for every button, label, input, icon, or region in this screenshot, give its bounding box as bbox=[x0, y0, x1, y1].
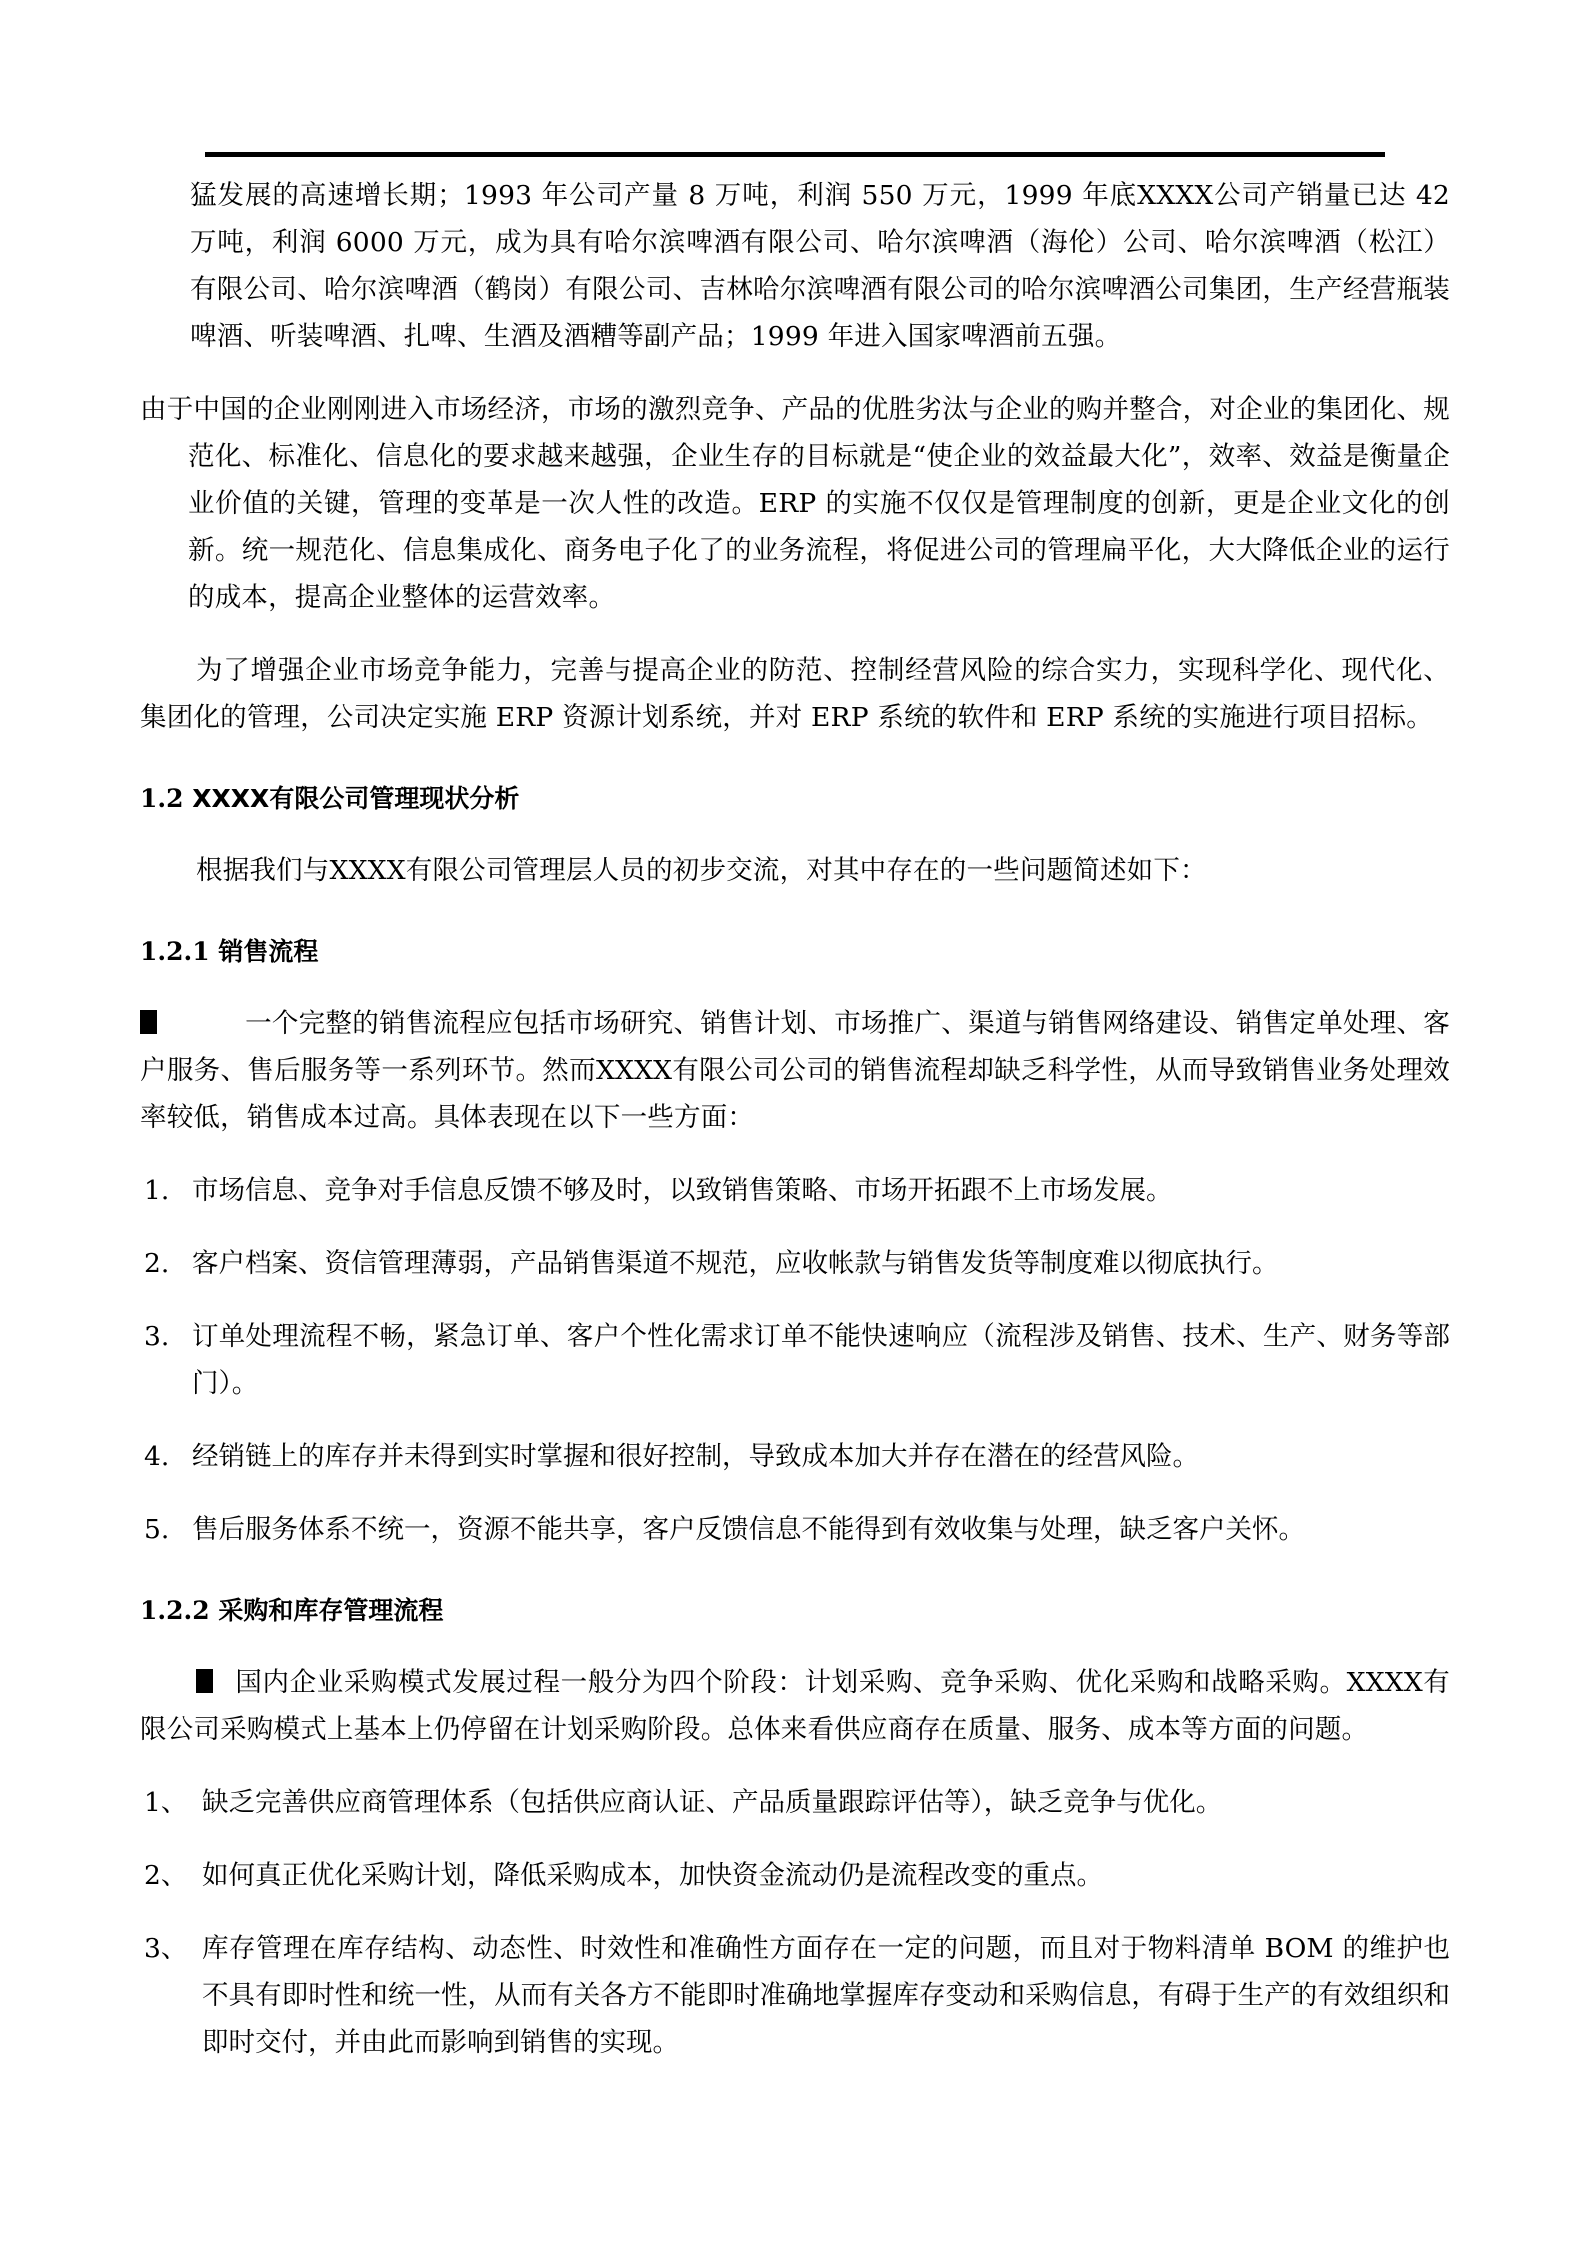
list-item-marker: 3. bbox=[144, 1321, 170, 1352]
heading-1-2-1-title: 销售流程 bbox=[218, 937, 319, 966]
paragraph-sales-process-overview-text: 一个完整的销售流程应包括市场研究、销售计划、市场推广、渠道与销售网络建设、销售定单处理、客户服务、售后服务等一系列环节。然而XXXX有限公司公司的销售流程却缺乏科学性，从而导致销售业务处理效率较低，销售成本过高。具体表现在以下一些方面： bbox=[140, 1008, 1450, 1133]
list-item bbox=[140, 1240, 1450, 1287]
list-item-text: 库存管理在库存结构、动态性、时效性和准确性方面存在一定的问题，而且对于物料清单 BOM 的维护也不具有即时性和统一性，从而有关各方不能即时准确地掌握库存变动和采购信息，有碍于生产的有效组织和即时交付，并由此而影响到销售的实现。 bbox=[202, 1933, 1450, 2058]
list-item-text: 市场信息、竞争对手信息反馈不够及时，以致销售策略、市场开拓跟不上市场发展。 bbox=[192, 1175, 1173, 1206]
purchasing-issue-list bbox=[140, 1779, 1450, 2066]
list-item-marker: 1. bbox=[144, 1175, 170, 1206]
paragraph-purchasing-overview bbox=[140, 1659, 1450, 1753]
heading-1-2-2-title: 采购和库存管理流程 bbox=[218, 1596, 444, 1625]
paragraph-initial-exchange: 根据我们与XXXX有限公司管理层人员的初步交流，对其中存在的一些问题简述如下： bbox=[196, 855, 1207, 886]
list-item bbox=[140, 1313, 1450, 1407]
spacer bbox=[140, 767, 1450, 777]
spacer bbox=[140, 1579, 1450, 1589]
paragraph-purchasing-overview-text: 国内企业采购模式发展过程一般分为四个阶段：计划采购、竞争采购、优化采购和战略采购。XXXX有限公司采购模式上基本上仍停留在计划采购阶段。总体来看供应商存在质量、服务、成本等方面的问题。 bbox=[140, 1667, 1450, 1745]
list-item-marker: 2、 bbox=[144, 1860, 188, 1891]
list-item-text: 客户档案、资信管理薄弱，产品销售渠道不规范，应收帐款与销售发货等制度难以彻底执行。 bbox=[192, 1248, 1279, 1279]
square-bullet-icon bbox=[140, 1010, 157, 1034]
header-rule bbox=[205, 152, 1385, 157]
heading-1-2-1 bbox=[140, 930, 1450, 974]
list-item bbox=[140, 1779, 1450, 1826]
list-item-marker: 5. bbox=[144, 1514, 170, 1545]
list-item-text: 缺乏完善供应商管理体系（包括供应商认证、产品质量跟踪评估等），缺乏竞争与优化。 bbox=[202, 1787, 1223, 1818]
list-item-text: 如何真正优化采购计划，降低采购成本，加快资金流动仍是流程改变的重点。 bbox=[202, 1860, 1103, 1891]
spacer bbox=[140, 920, 1450, 930]
heading-1-2-1-number: 1.2.1 bbox=[140, 937, 210, 966]
heading-1-2-2 bbox=[140, 1589, 1450, 1633]
heading-1-2-title: XXXX有限公司管理现状分析 bbox=[192, 784, 520, 813]
list-item-marker: 1、 bbox=[144, 1787, 188, 1818]
heading-1-2 bbox=[140, 777, 1450, 821]
list-item-text: 经销链上的库存并未得到实时掌握和很好控制，导致成本加大并存在潜在的经营风险。 bbox=[192, 1441, 1199, 1472]
list-item-text: 订单处理流程不畅，紧急订单、客户个性化需求订单不能快速响应（流程涉及销售、技术、生产、财务等部门）。 bbox=[192, 1321, 1450, 1399]
heading-1-2-2-number: 1.2.2 bbox=[140, 1596, 210, 1625]
heading-1-2-number: 1.2 bbox=[140, 784, 184, 813]
document-body bbox=[140, 172, 1450, 2092]
list-item bbox=[140, 1433, 1450, 1480]
square-bullet-icon bbox=[196, 1669, 213, 1693]
paragraph-company-history: 猛发展的高速增长期；1993 年公司产量 8 万吨，利润 550 万元，1999 年底XXXX公司产销量已达 42 万吨，利润 6000 万元，成为具有哈尔滨啤酒有限公司、哈尔滨啤酒（海伦）公司、哈尔滨啤酒（松江）有限公司、哈尔滨啤酒（鹤岗）有限公司、吉林哈尔滨啤酒有限公司的哈尔滨啤酒公司集团，生产经营瓶装啤酒、听装啤酒、扎啤、生酒及酒糟等副产品；1999 年进入国家啤酒前五强。 bbox=[190, 180, 1450, 352]
paragraph-erp-tender: 为了增强企业市场竞争能力，完善与提高企业的防范、控制经营风险的综合实力，实现科学化、现代化、集团化的管理，公司决定实施 ERP 资源计划系统，并对 ERP 系统的软件和 ERP 系统的实施进行项目招标。 bbox=[140, 655, 1450, 733]
list-item-marker: 3、 bbox=[144, 1933, 188, 1964]
paragraph-market-economy: 由于中国的企业刚刚进入市场经济，市场的激烈竞争、产品的优胜劣汰与企业的购并整合，对企业的集团化、规范化、标准化、信息化的要求越来越强，企业生存的目标就是“使企业的效益最大化”，效率、效益是衡量企业价值的关键，管理的变革是一次人性的改造。ERP 的实施不仅仅是管理制度的创新，更是企业文化的创新。统一规范化、信息集成化、商务电子化了的业务流程，将促进公司的管理扁平化，大大降低企业的运行的成本，提高企业整体的运营效率。 bbox=[140, 394, 1450, 613]
sales-issue-list bbox=[140, 1167, 1450, 1553]
list-item-text: 售后服务体系不统一，资源不能共享，客户反馈信息不能得到有效收集与处理，缺乏客户关怀。 bbox=[192, 1514, 1305, 1545]
list-item bbox=[140, 1506, 1450, 1553]
paragraph-sales-process-overview bbox=[140, 1000, 1450, 1141]
list-item-marker: 2. bbox=[144, 1248, 170, 1279]
list-item bbox=[140, 1167, 1450, 1214]
list-item bbox=[140, 1925, 1450, 2066]
list-item bbox=[140, 1852, 1450, 1899]
list-item-marker: 4. bbox=[144, 1441, 170, 1472]
